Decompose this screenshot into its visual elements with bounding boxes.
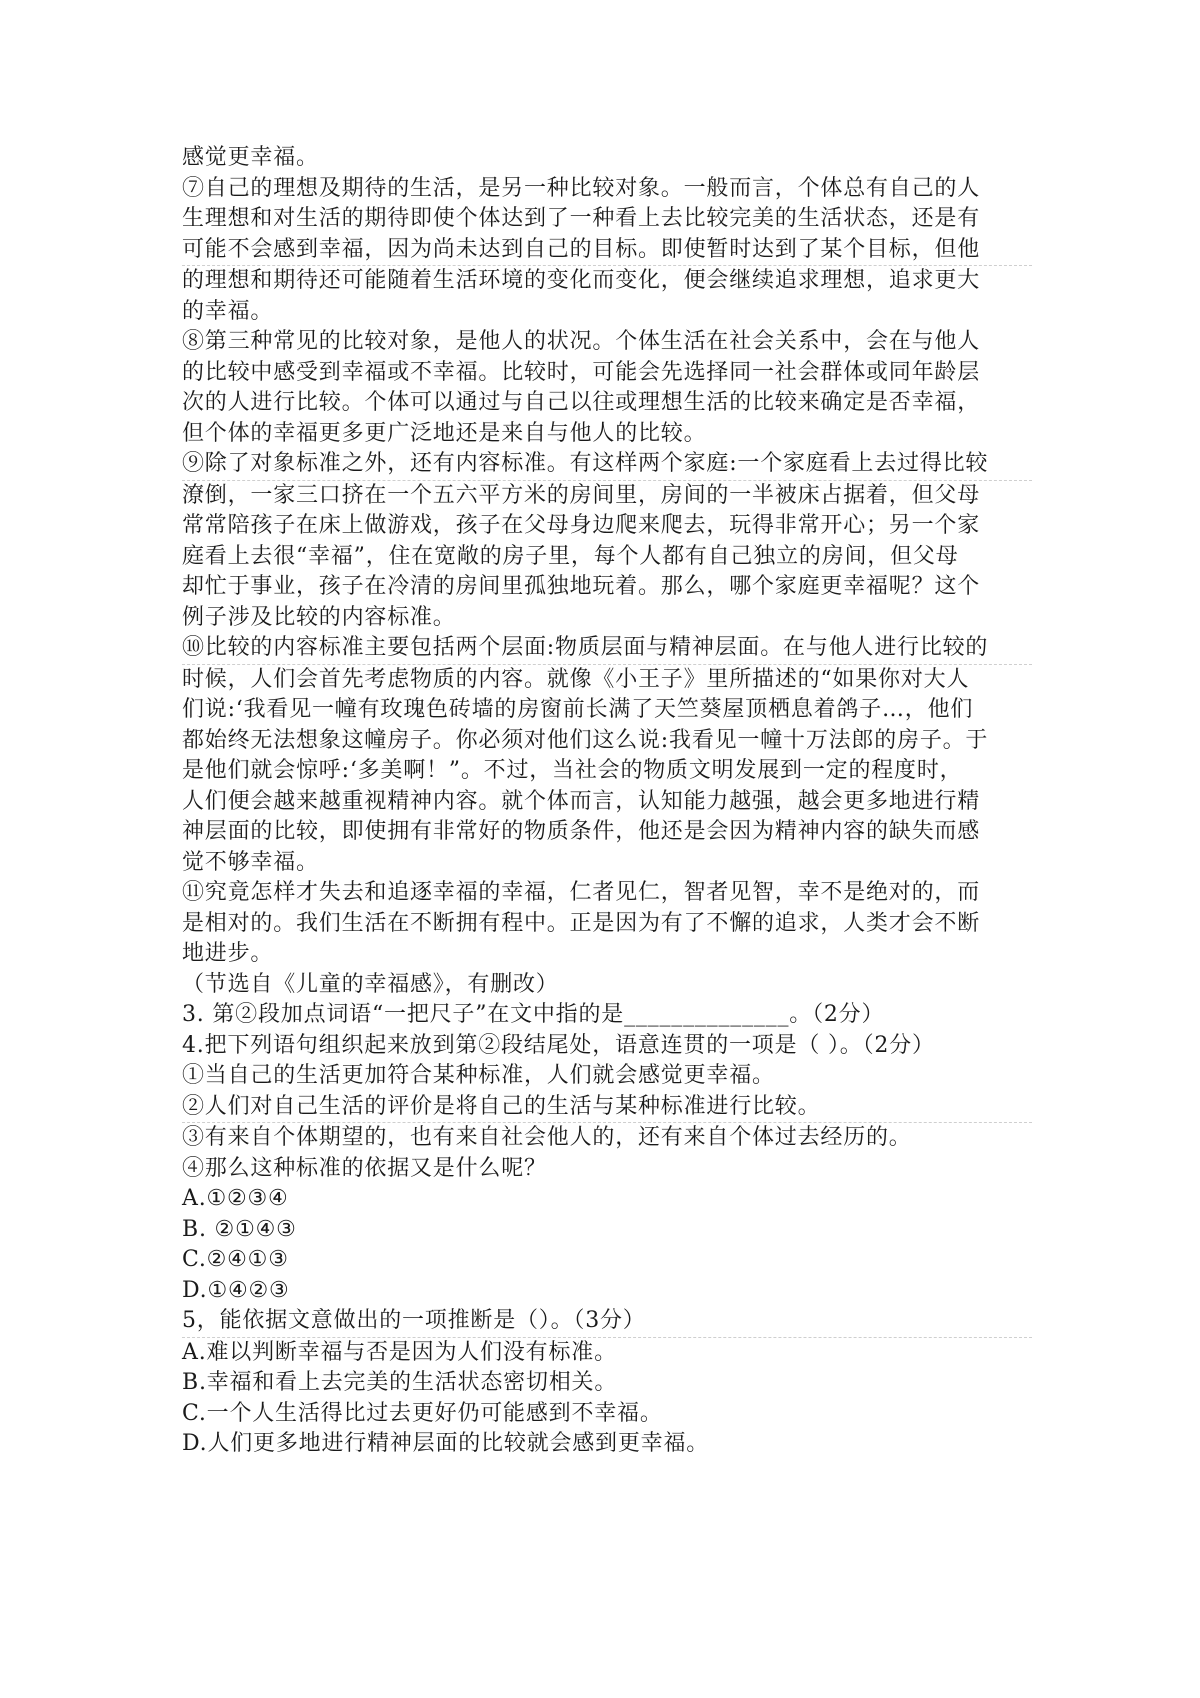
text-line: 的理想和期待还可能随着生活环境的变化而变化，便会继续追求理想，追求更大 (182, 268, 981, 293)
text-line: 时候，人们会首先考虑物质的内容。就像《小王子》里所描述的“如果你对大人 (182, 666, 970, 692)
text-line: C.一个人生活得比过去更好仍可能感到不幸福。 (182, 1400, 663, 1426)
text-line: 都始终无法想象这幢房子。你必须对他们这么说:我看见一幢十万法郎的房子。于 (182, 727, 989, 753)
text-line: 是他们就会惊呼:‘多美啊！”。不过，当社会的物质文明发展到一定的程度时， (182, 758, 963, 783)
text-line: 但个体的幸福更多更广泛地还是来自与他人的比较。 (182, 420, 707, 446)
text-line: 次的人进行比较。个体可以通过与自己以往或理想生活的比较来确定是否幸福， (182, 390, 981, 415)
text-line: ④那么这种标准的依据又是什么呢？ (182, 1155, 547, 1181)
text-line: 生理想和对生活的期待即使个体达到了一种看上去比较完美的生活状态，还是有 (182, 206, 981, 231)
text-line: 的比较中感受到幸福或不幸福。比较时，可能会先选择同一社会群体或同年龄层 (182, 359, 981, 385)
text-line: ①当自己的生活更加符合某种标准，人们就会感觉更幸福。 (182, 1063, 775, 1088)
text-line: B.幸福和看上去完美的生活状态密切相关。 (182, 1370, 618, 1395)
document-page (182, 143, 1032, 1460)
text-line: ⑨除了对象标准之外，还有内容标准。有这样两个家庭:一个家庭看上去过得比较 (182, 449, 1032, 481)
text-line: A.①②③④ (182, 1186, 289, 1211)
text-line: ⑦自己的理想及期待的生活，是另一种比较对象。一般而言，个体总有自己的人 (182, 175, 981, 201)
text-line: B. ②①④③ (182, 1216, 297, 1242)
text-line: 地进步。 (182, 941, 274, 966)
text-line: （节选自《儿童的幸福感》，有删改） (182, 971, 559, 997)
text-line: ③有来自个体期望的，也有来自社会他人的，还有来自个体过去经历的。 (182, 1125, 912, 1150)
text-line: D.①④②③ (182, 1277, 290, 1303)
text-line: 4.把下列语句组织起来放到第②段结尾处，语意连贯的一项是（ ）。（2分） (182, 1032, 935, 1058)
text-line: 感觉更幸福。 (182, 145, 319, 170)
text-line: 3. 第②段加点词语“一把尺子”在文中指的是______________。（2分） (182, 1002, 885, 1027)
text-line: 是相对的。我们生活在不断拥有程中。正是因为有了不懈的追求，人类才会不断 (182, 910, 981, 936)
text-line: ②人们对自己生活的评价是将自己的生活与某种标准进行比较。 (182, 1092, 1032, 1124)
text-line: 庭看上去很“幸福”，住在宽敞的房子里，每个人都有自己独立的房间，但父母 (182, 543, 959, 569)
text-line: 的幸福。 (182, 298, 274, 324)
text-line: 们说:‘我看见一幢有玫瑰色砖墙的房窗前长满了天竺葵屋顶栖息着鸽子…，他们 (182, 697, 974, 722)
text-line: 潦倒，一家三口挤在一个五六平方米的房间里，房间的一半被床占据着，但父母 (182, 482, 981, 508)
text-line: C.②④①③ (182, 1247, 289, 1272)
text-line: ⑧第三种常见的比较对象，是他人的状况。个体生活在社会关系中，会在与他人 (182, 329, 981, 354)
text-line: 人们便会越来越重视精神内容。就个体而言，认知能力越强，越会更多地进行精 (182, 788, 981, 814)
text-line: A.难以判断幸福与否是因为人们没有标准。 (182, 1339, 617, 1365)
text-line: 例子涉及比较的内容标准。 (182, 604, 456, 630)
text-line: ⑪究竟怎样才失去和追逐幸福的幸福，仁者见仁，智者见智，幸不是绝对的，而 (182, 880, 981, 905)
text-line: D.人们更多地进行精神层面的比较就会感到更幸福。 (182, 1431, 710, 1456)
text-line: ⑩比较的内容标准主要包括两个层面:物质层面与精神层面。在与他人进行比较的 (182, 633, 1032, 665)
text-line: 却忙于事业，孩子在冷清的房间里孤独地玩着。那么，哪个家庭更幸福呢？这个 (182, 574, 981, 599)
text-line: 觉不够幸福。 (182, 849, 319, 875)
text-line: 可能不会感到幸福，因为尚未达到自己的目标。即使暂时达到了某个目标，但他 (182, 235, 1032, 267)
text-line: 神层面的比较，即使拥有非常好的物质条件，他还是会因为精神内容的缺失而感 (182, 819, 981, 844)
text-line: 常常陪孩子在床上做游戏，孩子在父母身边爬来爬去，玩得非常开心；另一个家 (182, 513, 981, 538)
text-line: 5，能依据文意做出的一项推断是（）。（3分） (182, 1306, 1032, 1338)
